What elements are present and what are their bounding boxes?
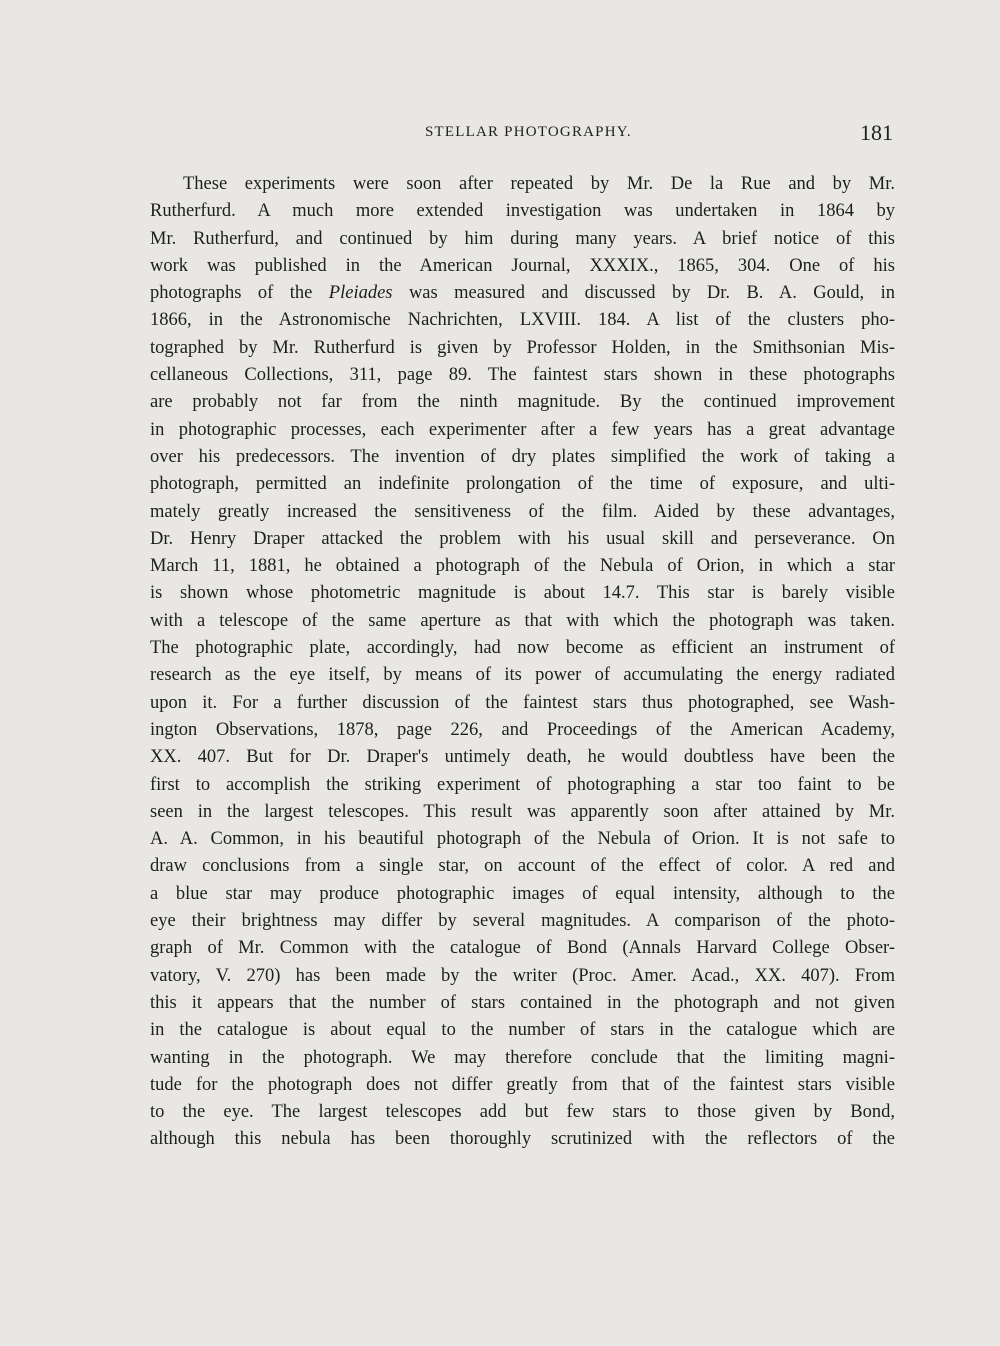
text-line: graph of Mr. Common with the catalogue of Bond (Annals Harvard College Obser- xyxy=(150,938,895,959)
text-line: cellaneous Collections, 311, page 89. The faintest stars shown in these photographs xyxy=(150,365,895,386)
body-paragraph xyxy=(150,171,895,1154)
text-line: research as the eye itself, by means of its power of accumulating the energy radiated xyxy=(150,665,895,686)
text-line: A. A. Common, in his beautiful photograph of the Nebula of Orion. It is not safe to xyxy=(150,829,895,850)
text-line: XX. 407. But for Dr. Draper's untimely death, he would doubtless have been the xyxy=(150,747,895,768)
text-line: upon it. For a further discussion of the faintest stars thus photographed, see Wash- xyxy=(150,692,895,713)
text-line: eye their brightness may differ by several magnitudes. A comparison of the photo- xyxy=(150,911,895,932)
italic-term: Pleiades xyxy=(328,283,393,304)
text-line: Dr. Henry Draper attacked the problem with his usual skill and perseverance. On xyxy=(150,528,895,549)
text-line: first to accomplish the striking experiment of photographing a star too faint to be xyxy=(150,774,895,795)
text-line: draw conclusions from a single star, on account of the effect of color. A red and xyxy=(150,856,895,877)
running-head: STELLAR PHOTOGRAPHY. xyxy=(425,124,632,140)
text-line: ington Observations, 1878, page 226, and Proceedings of the American Academy, xyxy=(150,719,895,740)
text-line: Rutherfurd. A much more extended investigation was undertaken in 1864 by xyxy=(150,201,895,222)
page-header xyxy=(150,120,895,150)
text-line: with a telescope of the same aperture as that with which the photograph was taken. xyxy=(150,610,895,631)
text-line: photograph, permitted an indefinite prolongation of the time of exposure, and ulti- xyxy=(150,474,895,495)
text-line: wanting in the photograph. We may therefore conclude that the limiting magni- xyxy=(150,1047,895,1068)
text-line: are probably not far from the ninth magnitude. By the continued improvement xyxy=(150,392,895,413)
text-line: in the catalogue is about equal to the number of stars in the catalogue which are xyxy=(150,1020,895,1041)
text-line: These experiments were soon after repeated by Mr. De la Rue and by Mr. xyxy=(183,174,895,194)
page-number: 181 xyxy=(860,120,893,145)
text-line: tographed by Mr. Rutherfurd is given by Professor Holden, in the Smithsonian Mis- xyxy=(150,337,895,358)
text-line: a blue star may produce photographic images of equal intensity, although to the xyxy=(150,883,895,904)
text-line: tude for the photograph does not differ greatly from that of the faintest stars visible xyxy=(150,1074,895,1095)
text-line: work was published in the American Journal, XXXIX., 1865, 304. One of his xyxy=(150,255,895,276)
text-line: The photographic plate, accordingly, had now become as efficient an instrument of xyxy=(150,638,895,659)
text-line: this it appears that the number of stars contained in the photograph and not given xyxy=(150,992,895,1013)
text-line xyxy=(150,280,895,307)
text-line: 1866, in the Astronomische Nachrichten, LXVIII. 184. A list of the clusters pho- xyxy=(150,310,895,331)
text-line: seen in the largest telescopes. This result was apparently soon after attained by Mr. xyxy=(150,801,895,822)
text-line: Mr. Rutherfurd, and continued by him during many years. A brief notice of this xyxy=(150,228,895,249)
text-fragment: was measured and discussed by Dr. B. A. Gould, in xyxy=(392,283,895,304)
text-line: mately greatly increased the sensitiveness of the film. Aided by these advantages, xyxy=(150,501,895,522)
text-line: to the eye. The largest telescopes add but few stars to those given by Bond, xyxy=(150,1102,895,1123)
text-line: March 11, 1881, he obtained a photograph of the Nebula of Orion, in which a star xyxy=(150,556,895,577)
text-line: over his predecessors. The invention of dry plates simplified the work of taking a xyxy=(150,446,895,467)
text-line: is shown whose photometric magnitude is about 14.7. This star is barely visible xyxy=(150,583,895,604)
text-line: although this nebula has been thoroughly scrutinized with the reflectors of the xyxy=(150,1129,895,1150)
text-fragment: photographs of the xyxy=(150,283,329,304)
text-line: vatory, V. 270) has been made by the writer (Proc. Amer. Acad., XX. 407). From xyxy=(150,965,895,986)
text-line: in photographic processes, each experimenter after a few years has a great advantage xyxy=(150,419,895,440)
